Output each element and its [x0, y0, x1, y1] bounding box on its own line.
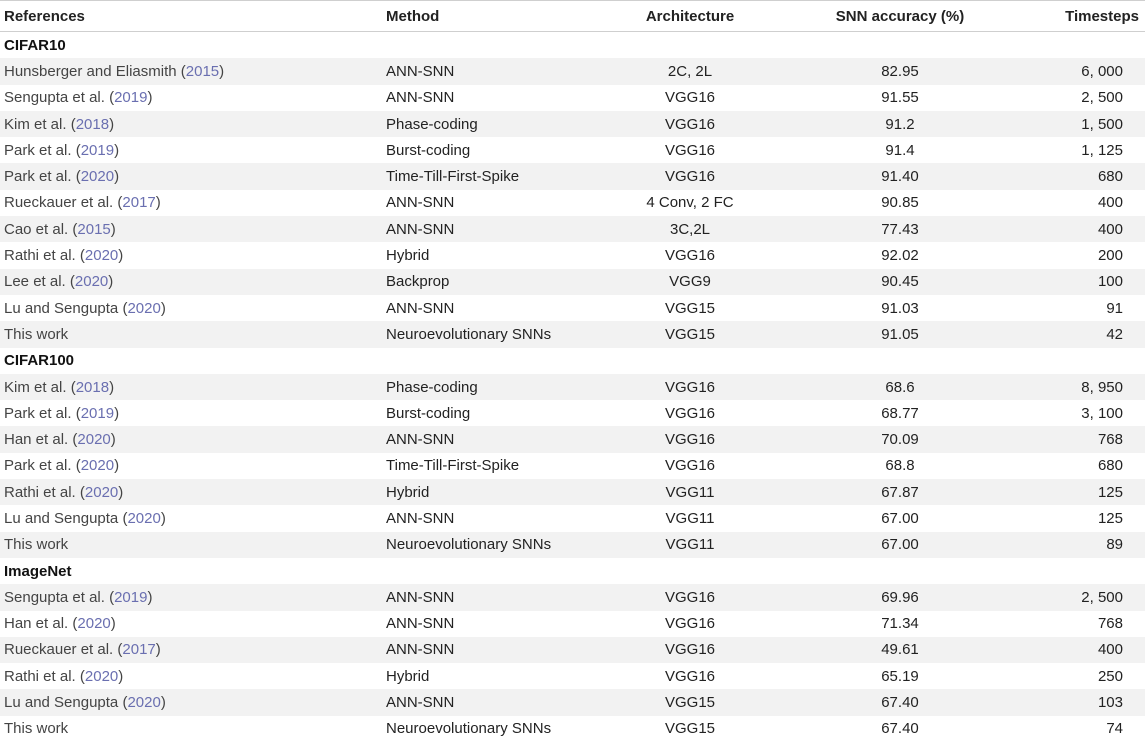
architecture-cell: VGG16	[590, 584, 790, 610]
method-cell: Time-Till-First-Spike	[380, 163, 590, 189]
method-cell: Hybrid	[380, 479, 590, 505]
reference-year: 2020	[127, 509, 161, 527]
method-cell: Neuroevolutionary SNNs	[386, 720, 552, 738]
reference-author: Rathi et al.	[4, 247, 76, 265]
reference-author: Lu and Sengupta	[4, 509, 119, 527]
reference-author: This work	[4, 325, 69, 343]
reference-cell: Kim et al. (2018)	[0, 374, 380, 400]
reference-author: Sengupta et al.	[4, 89, 105, 107]
reference-year: 2019	[80, 404, 115, 422]
reference-author: Hunsberger and Eliasmith	[4, 62, 177, 80]
reference-author: Rathi et al.	[4, 667, 76, 685]
method-cell: Neuroevolutionary SNNs	[380, 321, 590, 347]
table-row	[0, 321, 1145, 347]
timesteps-cell: 250	[1097, 667, 1123, 685]
timesteps-cell: 8, 950	[1010, 374, 1145, 400]
accuracy-cell: 65.19	[881, 667, 919, 685]
table-row	[0, 584, 1145, 610]
section-title: CIFAR10	[4, 36, 66, 54]
table-row	[0, 295, 1145, 321]
reference-author: This work	[4, 720, 69, 738]
reference-year: 2020	[80, 168, 115, 186]
reference-year: 2020	[127, 299, 161, 317]
section-title: ImageNet	[4, 562, 72, 580]
section-row	[0, 32, 1145, 59]
reference-cell: Sengupta et al. (2019)	[4, 89, 153, 107]
method-cell: Burst-coding	[386, 141, 471, 159]
method-cell: ANN-SNN	[380, 58, 590, 84]
accuracy-cell: 71.34	[881, 615, 919, 633]
reference-year: 2018	[75, 378, 110, 396]
accuracy-cell: 67.00	[790, 532, 1010, 558]
accuracy-cell: 68.77	[881, 404, 919, 422]
table-row	[0, 611, 1145, 637]
reference-author: This work	[4, 536, 69, 554]
accuracy-cell: 69.96	[790, 584, 1010, 610]
accuracy-cell: 67.00	[881, 509, 919, 527]
reference-author: Sengupta et al.	[4, 588, 105, 606]
header-method: Method	[380, 1, 590, 32]
timesteps-cell: 768	[1097, 615, 1123, 633]
reference-author: Park et al.	[4, 168, 72, 186]
reference-cell: Hunsberger and Eliasmith (2015)	[0, 58, 380, 84]
timesteps-cell: 400	[1010, 216, 1145, 242]
table-row	[0, 663, 1145, 689]
reference-cell: Rueckauer et al. (2017)	[4, 194, 161, 212]
architecture-cell: VGG16	[664, 89, 716, 107]
method-cell: ANN-SNN	[386, 509, 455, 527]
timesteps-cell: 400	[1010, 637, 1145, 663]
table-row	[0, 374, 1145, 400]
architecture-cell: VGG16	[664, 141, 716, 159]
table-row	[0, 269, 1145, 295]
architecture-cell: VGG15	[664, 720, 716, 738]
table-body	[0, 32, 1145, 743]
timesteps-cell: 6, 000	[1010, 58, 1145, 84]
header-snn-accuracy: SNN accuracy (%)	[790, 1, 1010, 32]
method-cell: Phase-coding	[380, 111, 590, 137]
table-row	[0, 453, 1145, 479]
reference-year: 2019	[114, 89, 148, 107]
timesteps-cell: 768	[1010, 426, 1145, 452]
table-header	[0, 1, 1145, 32]
table-row	[0, 716, 1145, 742]
method-cell: ANN-SNN	[380, 689, 590, 715]
method-cell: ANN-SNN	[386, 89, 455, 107]
architecture-cell: VGG16	[590, 111, 790, 137]
header-references: References	[0, 1, 380, 32]
method-cell: ANN-SNN	[380, 216, 590, 242]
accuracy-cell: 91.03	[881, 299, 919, 317]
reference-year: 2019	[80, 141, 115, 159]
reference-author: Kim et al.	[4, 115, 67, 133]
method-cell: ANN-SNN	[380, 584, 590, 610]
table-row	[0, 426, 1145, 452]
accuracy-cell: 92.02	[881, 247, 919, 265]
timesteps-cell: 1, 125	[1081, 141, 1123, 159]
reference-year: 2017	[122, 194, 156, 212]
reference-year: 2020	[84, 247, 119, 265]
timesteps-cell: 2, 500	[1081, 89, 1123, 107]
architecture-cell: 2C, 2L	[590, 58, 790, 84]
table-row	[0, 137, 1145, 163]
accuracy-cell: 91.40	[790, 163, 1010, 189]
reference-year: 2020	[80, 457, 115, 475]
method-cell: Hybrid	[386, 247, 430, 265]
table-row	[0, 637, 1145, 663]
reference-author: Cao et al.	[4, 220, 69, 238]
architecture-cell: 4 Conv, 2 FC	[646, 194, 734, 212]
reference-year: 2019	[114, 588, 148, 606]
reference-year: 2020	[77, 615, 111, 633]
architecture-cell: VGG15	[664, 299, 716, 317]
method-cell: Time-Till-First-Spike	[386, 457, 520, 475]
reference-cell: Kim et al. (2018)	[0, 111, 380, 137]
accuracy-cell: 68.6	[790, 374, 1010, 400]
reference-year: 2020	[127, 694, 161, 712]
table-row	[0, 505, 1145, 531]
method-cell: Neuroevolutionary SNNs	[380, 532, 590, 558]
method-cell: ANN-SNN	[386, 615, 455, 633]
header-timesteps: Timesteps	[1010, 1, 1145, 32]
reference-cell: Park et al. (2019)	[4, 404, 120, 422]
reference-author: Lee et al.	[4, 273, 66, 291]
accuracy-cell: 68.8	[885, 457, 915, 475]
reference-year: 2020	[77, 431, 111, 449]
architecture-cell: VGG16	[664, 615, 716, 633]
accuracy-cell: 90.85	[881, 194, 919, 212]
reference-cell: Rathi et al. (2020)	[4, 247, 124, 265]
reference-cell: Rathi et al. (2020)	[0, 479, 380, 505]
reference-year: 2017	[122, 641, 156, 659]
reference-cell: Lu and Sengupta (2020)	[0, 689, 380, 715]
accuracy-cell: 67.40	[790, 689, 1010, 715]
timesteps-cell: 100	[1010, 269, 1145, 295]
architecture-cell: VGG15	[590, 321, 790, 347]
timesteps-cell: 125	[1097, 509, 1123, 527]
method-cell: Burst-coding	[386, 404, 471, 422]
table-row	[0, 400, 1145, 426]
method-cell: Hybrid	[386, 667, 430, 685]
reference-year: 2020	[84, 483, 119, 501]
timesteps-cell: 680	[1097, 457, 1123, 475]
architecture-cell: VGG16	[590, 374, 790, 400]
architecture-cell: VGG16	[664, 247, 716, 265]
table-row	[0, 190, 1145, 216]
reference-cell: Park et al. (2019)	[4, 141, 120, 159]
reference-cell: Lu and Sengupta (2020)	[4, 299, 166, 317]
reference-year: 2020	[84, 667, 119, 685]
timesteps-cell: 103	[1010, 689, 1145, 715]
reference-cell: Han et al. (2020)	[0, 426, 380, 452]
architecture-cell: VGG11	[590, 479, 790, 505]
section-row	[0, 558, 1145, 584]
table-row	[0, 111, 1145, 137]
reference-cell: Han et al. (2020)	[4, 615, 116, 633]
reference-author: Kim et al.	[4, 378, 67, 396]
architecture-cell: VGG11	[590, 532, 790, 558]
reference-cell: Rueckauer et al. (2017)	[0, 637, 380, 663]
timesteps-cell: 89	[1010, 532, 1145, 558]
timesteps-cell: 3, 100	[1081, 404, 1123, 422]
method-cell: ANN-SNN	[386, 299, 455, 317]
accuracy-cell: 82.95	[790, 58, 1010, 84]
timesteps-cell: 680	[1010, 163, 1145, 189]
reference-cell: Park et al. (2020)	[0, 163, 380, 189]
reference-cell: Lu and Sengupta (2020)	[4, 509, 166, 527]
accuracy-cell: 70.09	[790, 426, 1010, 452]
architecture-cell: VGG16	[590, 163, 790, 189]
method-cell: ANN-SNN	[380, 637, 590, 663]
reference-cell	[0, 716, 380, 742]
method-cell: Backprop	[380, 269, 590, 295]
timesteps-cell: 400	[1097, 194, 1123, 212]
accuracy-cell: 90.45	[790, 269, 1010, 295]
architecture-cell: VGG15	[590, 689, 790, 715]
method-cell: ANN-SNN	[380, 426, 590, 452]
reference-cell: Sengupta et al. (2019)	[0, 584, 380, 610]
accuracy-cell: 49.61	[790, 637, 1010, 663]
architecture-cell: VGG16	[590, 637, 790, 663]
table-row	[0, 242, 1145, 268]
header-architecture: Architecture	[590, 1, 790, 32]
reference-author: Park et al.	[4, 141, 72, 159]
reference-author: Rathi et al.	[4, 483, 76, 501]
timesteps-cell: 74	[1106, 720, 1123, 738]
reference-year: 2015	[77, 220, 111, 238]
reference-year: 2018	[75, 115, 110, 133]
reference-author: Lu and Sengupta	[4, 299, 119, 317]
reference-cell	[0, 321, 380, 347]
reference-author: Rueckauer et al.	[4, 641, 114, 659]
timesteps-cell: 1, 500	[1010, 111, 1145, 137]
accuracy-cell: 91.05	[790, 321, 1010, 347]
reference-author: Park et al.	[4, 457, 72, 475]
section-row	[0, 348, 1145, 374]
table-row	[0, 85, 1145, 111]
reference-author: Park et al.	[4, 404, 72, 422]
table-row	[0, 689, 1145, 715]
architecture-cell: VGG9	[590, 269, 790, 295]
accuracy-cell: 91.55	[881, 89, 919, 107]
reference-author: Lu and Sengupta	[4, 694, 119, 712]
architecture-cell: VGG16	[664, 404, 716, 422]
accuracy-cell: 91.2	[790, 111, 1010, 137]
table-row	[0, 532, 1145, 558]
timesteps-cell: 125	[1010, 479, 1145, 505]
reference-cell: Park et al. (2020)	[4, 457, 120, 475]
method-cell: Phase-coding	[380, 374, 590, 400]
architecture-cell: VGG16	[664, 457, 716, 475]
table-row	[0, 58, 1145, 84]
reference-author: Rueckauer et al.	[4, 194, 114, 212]
accuracy-cell: 67.40	[881, 720, 919, 738]
reference-author: Han et al.	[4, 431, 69, 449]
reference-cell	[0, 532, 380, 558]
reference-cell: Rathi et al. (2020)	[4, 667, 124, 685]
reference-year: 2020	[74, 273, 109, 291]
reference-year: 2015	[185, 62, 220, 80]
architecture-cell: VGG16	[664, 667, 716, 685]
architecture-cell: 3C,2L	[590, 216, 790, 242]
table-row	[0, 479, 1145, 505]
table-row	[0, 216, 1145, 242]
accuracy-cell: 91.4	[885, 141, 915, 159]
timesteps-cell: 2, 500	[1010, 584, 1145, 610]
timesteps-cell: 200	[1097, 247, 1123, 265]
architecture-cell: VGG16	[590, 426, 790, 452]
table-row	[0, 163, 1145, 189]
architecture-cell: VGG11	[665, 509, 715, 527]
section-title: CIFAR100	[4, 352, 75, 370]
method-cell: ANN-SNN	[386, 194, 455, 212]
accuracy-cell: 77.43	[790, 216, 1010, 242]
reference-author: Han et al.	[4, 615, 69, 633]
accuracy-cell: 67.87	[790, 479, 1010, 505]
timesteps-cell: 42	[1010, 321, 1145, 347]
reference-cell: Lee et al. (2020)	[0, 269, 380, 295]
timesteps-cell: 91	[1106, 299, 1123, 317]
reference-cell: Cao et al. (2015)	[0, 216, 380, 242]
